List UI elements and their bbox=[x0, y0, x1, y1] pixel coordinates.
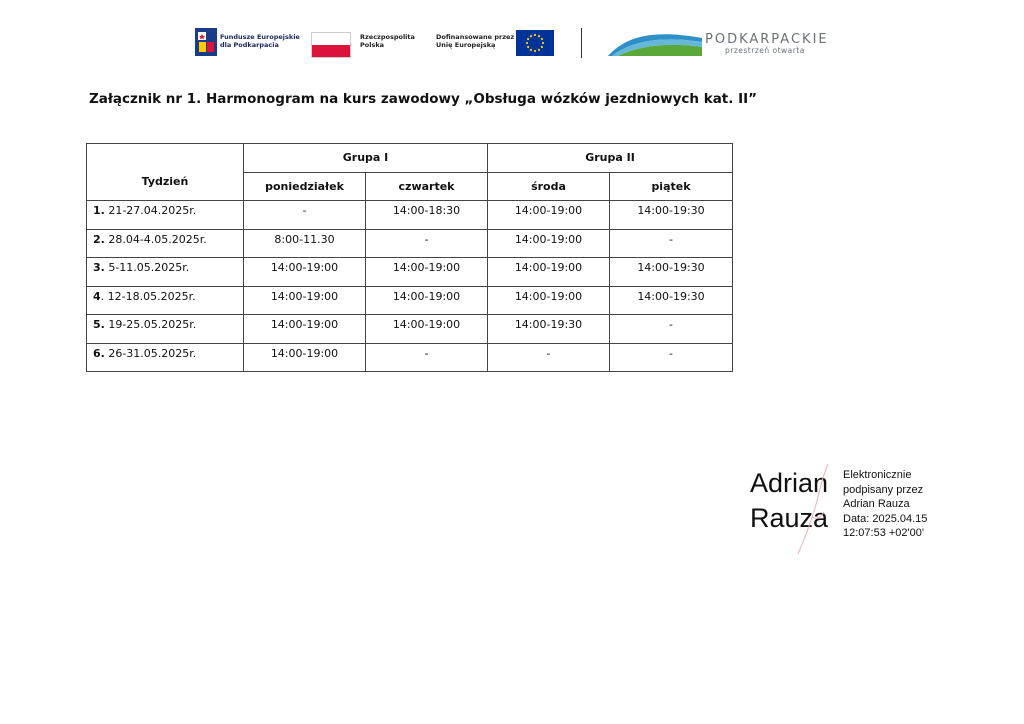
week-header: Tydzień bbox=[87, 144, 244, 201]
eu-flag bbox=[516, 30, 554, 56]
table-row bbox=[87, 258, 733, 287]
signature-name: Adrian Rauza bbox=[750, 468, 829, 533]
week-cell: 4. 12-18.05.2025r. bbox=[87, 286, 244, 315]
time-cell: 14:00-19:30 bbox=[610, 258, 733, 287]
week-cell: 3. 5-11.05.2025r. bbox=[87, 258, 244, 287]
table-row bbox=[87, 315, 733, 344]
logo-divider bbox=[581, 28, 582, 58]
rzeczpospolita-text: Rzeczpospolita Polska bbox=[360, 33, 415, 49]
time-cell: 14:00-19:30 bbox=[488, 315, 610, 344]
table-row bbox=[87, 229, 733, 258]
time-cell: 14:00-19:00 bbox=[366, 258, 488, 287]
podkarpackie-name: PODKARPACKIE bbox=[705, 32, 829, 47]
time-cell: 14:00-18:30 bbox=[366, 201, 488, 230]
time-cell: 14:00-19:00 bbox=[488, 201, 610, 230]
podkarpackie-tagline: przestrzeń otwarta bbox=[725, 46, 805, 55]
time-cell: 14:00-19:00 bbox=[244, 343, 366, 372]
time-cell: 14:00-19:00 bbox=[366, 315, 488, 344]
day-header: środa bbox=[488, 172, 610, 201]
time-cell: 14:00-19:00 bbox=[244, 286, 366, 315]
time-cell: 14:00-19:00 bbox=[488, 286, 610, 315]
day-header: czwartek bbox=[366, 172, 488, 201]
week-cell: 2. 28.04-4.05.2025r. bbox=[87, 229, 244, 258]
signature-info: Elektronicznie podpisany przez Adrian Rauza Data: 2025.04.15 12:07:53 +02'00' bbox=[843, 469, 928, 539]
week-cell: 5. 19-25.05.2025r. bbox=[87, 315, 244, 344]
table-header-row bbox=[87, 144, 733, 173]
signature-scribble bbox=[790, 462, 840, 557]
time-cell: - bbox=[610, 229, 733, 258]
time-cell: - bbox=[610, 315, 733, 344]
week-cell: 6. 26-31.05.2025r. bbox=[87, 343, 244, 372]
group-header: Grupa I bbox=[244, 144, 488, 173]
time-cell: 8:00-11.30 bbox=[244, 229, 366, 258]
eu-funding-text: Dofinansowane przez Unię Europejską bbox=[436, 33, 515, 49]
time-cell: 14:00-19:30 bbox=[610, 286, 733, 315]
document-title: Załącznik nr 1. Harmonogram na kurs zawodowy „Obsługa wózków jezdniowych kat. II” bbox=[89, 91, 757, 107]
time-cell: - bbox=[610, 343, 733, 372]
logo-bar bbox=[0, 24, 1024, 64]
table-row bbox=[87, 286, 733, 315]
time-cell: 14:00-19:30 bbox=[610, 201, 733, 230]
podkarpackie-logo-icon bbox=[608, 28, 702, 58]
time-cell: 14:00-19:00 bbox=[488, 229, 610, 258]
fundusze-europejskie-logo bbox=[195, 28, 217, 56]
time-cell: - bbox=[488, 343, 610, 372]
fundusze-europejskie-text: Fundusze Europejskie dla Podkarpacia bbox=[220, 33, 300, 49]
time-cell: - bbox=[244, 201, 366, 230]
time-cell: - bbox=[366, 229, 488, 258]
table-row bbox=[87, 201, 733, 230]
time-cell: 14:00-19:00 bbox=[244, 315, 366, 344]
week-cell: 1. 21-27.04.2025r. bbox=[87, 201, 244, 230]
schedule-table bbox=[86, 143, 733, 372]
day-header: piątek bbox=[610, 172, 733, 201]
group-header: Grupa II bbox=[488, 144, 733, 173]
polish-flag bbox=[311, 32, 351, 58]
time-cell: 14:00-19:00 bbox=[244, 258, 366, 287]
table-row bbox=[87, 343, 733, 372]
time-cell: - bbox=[366, 343, 488, 372]
time-cell: 14:00-19:00 bbox=[366, 286, 488, 315]
time-cell: 14:00-19:00 bbox=[488, 258, 610, 287]
day-header: poniedziałek bbox=[244, 172, 366, 201]
